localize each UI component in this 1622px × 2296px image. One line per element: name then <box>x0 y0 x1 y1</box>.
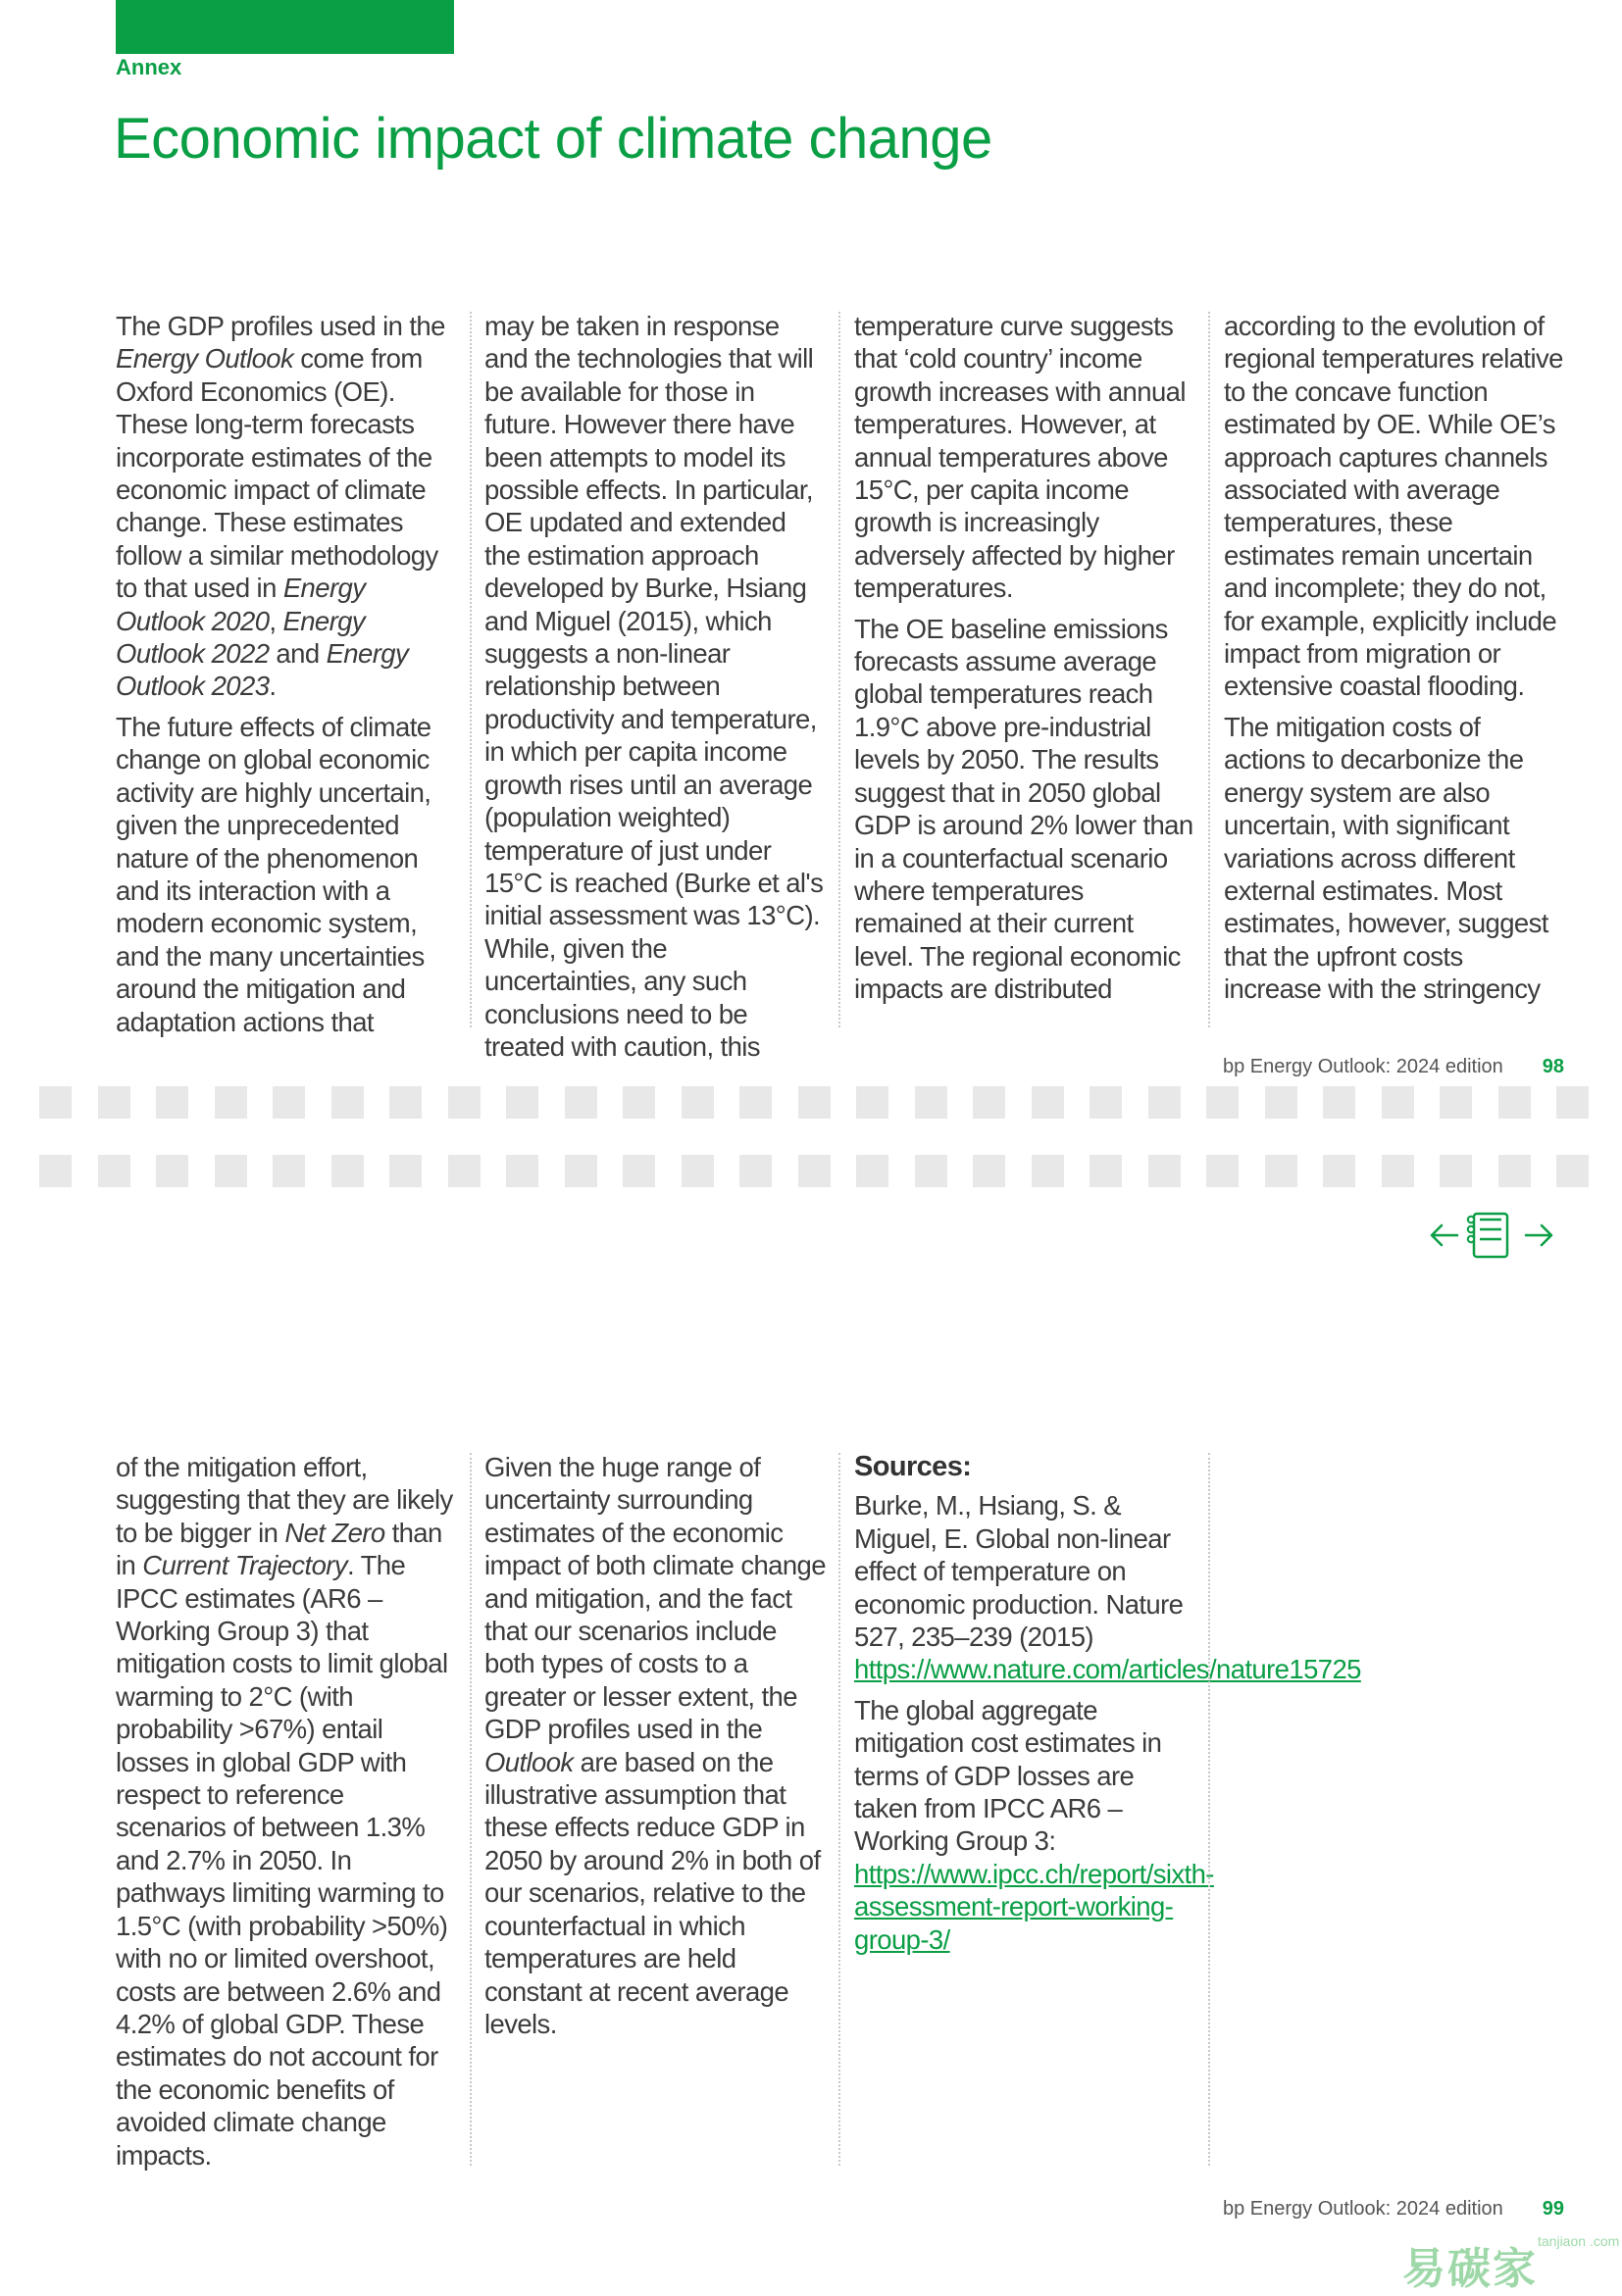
footer-text: bp Energy Outlook: 2024 edition <box>1223 2198 1503 2220</box>
page-break-square <box>448 1086 481 1119</box>
page-break-square <box>1148 1086 1181 1119</box>
text-column-2 <box>484 1451 826 2048</box>
paragraph: Given the huge range of uncertainty surrounding estimates of the economic impact of both climate change and mitigation, and the fact that our scenarios include both types of costs to a greater or lesser extent, the GDP profiles used in the Outlook are based on the illustrative assumption that these effects reduce GDP in 2050 by around 2% in both of our scenarios, relative to the counterfactual in which temperatures are held constant at recent average levels. <box>484 1452 826 2039</box>
page-break-square <box>682 1155 714 1187</box>
paragraph: The OE baseline emissions forecasts assume average global temperatures reach 1.9°C above pre-industrial levels by 2050. The results suggest that in 2050 global GDP is around 2% lower than in a counterfactual scenario where temperatures remained at their current level. The regional economic impacts are distributed <box>854 613 1193 1005</box>
page-break-square <box>39 1155 72 1187</box>
text-column-1 <box>116 1451 457 2179</box>
paragraph: of the mitigation effort, suggesting that they are likely to be bigger in Net Zero than in Current Trajectory. The IPCC estimates (AR6 – Working Group 3) that mitigation costs to limit global warming to 2°C (with probability >67%) entail losses in global GDP with respect to reference scenarios of between 1.3% and 2.7% in 2050. In pathways limiting warming to 1.5°C (with probability >50%) with no or limited overshoot, costs are between 2.6% and 4.2% of global GDP. These estimates do not account for the economic benefits of avoided climate change impacts. <box>116 1452 453 2171</box>
page-break-square <box>1265 1086 1297 1119</box>
paragraph: according to the evolution of regional temperatures relative to the concave function estimated by OE. While OE’s approach captures channels associated with average temperatures, these estimates remain uncertain and incomplete; they do not, for example, explicitly include impact from migration or extensive coastal flooding. <box>1224 311 1563 702</box>
source-entry: Burke, M., Hsiang, S. & Miguel, E. Global non-linear effect of temperature on economic production. Nature 527, 235–239 (2015) https://www.nature.com/articles/nature15725 <box>854 1490 1361 1685</box>
page-break-square <box>448 1155 481 1187</box>
page-break-square <box>915 1155 947 1187</box>
page-number: 98 <box>1542 1056 1565 1077</box>
text-column-4 <box>1224 310 1565 1014</box>
page-break-square <box>1323 1086 1355 1119</box>
page-break-square <box>1382 1086 1414 1119</box>
page-break-square <box>98 1155 130 1187</box>
page-break-square <box>973 1086 1005 1119</box>
text-column-2 <box>484 310 826 1071</box>
page-break-square <box>739 1086 772 1119</box>
page-break-square <box>331 1086 364 1119</box>
page-title: Economic impact of climate change <box>114 107 992 171</box>
page-break-square <box>1148 1155 1181 1187</box>
page-break-square <box>973 1155 1005 1187</box>
page-break-square <box>1382 1155 1414 1187</box>
column-divider <box>1208 312 1210 1027</box>
column-divider <box>1208 1453 1210 2166</box>
page-break-strip <box>0 1155 1622 1190</box>
page-break-square <box>156 1155 188 1187</box>
page-number: 99 <box>1542 2198 1565 2220</box>
page-break-square <box>565 1155 597 1187</box>
page-break-square <box>1032 1086 1064 1119</box>
page-break-square <box>506 1155 538 1187</box>
page-break-square <box>1206 1155 1239 1187</box>
sources-heading: Sources: <box>854 1451 972 1482</box>
source-link[interactable]: https://www.ipcc.ch/report/sixth-assessment-report-working-group-3/ <box>854 1858 1214 1955</box>
page-break-square <box>331 1155 364 1187</box>
page-break-square <box>856 1155 888 1187</box>
page-break-square <box>506 1086 538 1119</box>
page-break-square <box>798 1086 831 1119</box>
page-break-square <box>98 1086 130 1119</box>
page-break-square <box>273 1155 305 1187</box>
page-break-square <box>1090 1155 1122 1187</box>
page-break-square <box>1206 1086 1239 1119</box>
source-link[interactable]: https://www.nature.com/articles/nature15725 <box>854 1654 1361 1685</box>
page-break-square <box>1440 1086 1472 1119</box>
column-divider <box>838 312 840 1027</box>
column-divider <box>470 312 472 1027</box>
text-column-1 <box>116 310 457 1046</box>
page-break-square <box>389 1086 422 1119</box>
paragraph: The GDP profiles used in the Energy Outlook come from Oxford Economics (OE). These long-term forecasts incorporate estimates of the economic impact of climate change. These estimates follow a similar methodology to that used in Energy Outlook 2020, Energy Outlook 2022 and Energy Outlook 2023. <box>116 311 445 702</box>
page-break-square <box>389 1155 422 1187</box>
page-break-square <box>1556 1086 1589 1119</box>
page-98 <box>0 0 1622 1083</box>
page-break-square <box>798 1155 831 1187</box>
page-break-square <box>273 1086 305 1119</box>
column-divider <box>470 1453 472 2166</box>
footer-text: bp Energy Outlook: 2024 edition <box>1223 1056 1503 1077</box>
paragraph: The future effects of climate change on global economic activity are highly uncertain, given the unprecedented nature of the phenomenon and its interaction with a modern economic system, and the many uncertainties around the mitigation and adaptation actions that <box>116 711 431 1037</box>
page-break-square <box>1032 1155 1064 1187</box>
paragraph: The mitigation costs of actions to decarbonize the energy system are also uncertain, with significant variations across different external estimates. Most estimates, however, suggest that the upfront costs increase with the stringency <box>1224 711 1548 1005</box>
paragraph: may be taken in response and the technologies that will be available for those in future. However there have been attempts to model its possible effects. In particular, OE updated and extended the estimation approach developed by Burke, Hsiang and Miguel (2015), which suggests a non-linear relationship between productivity and temperature, in which per capita income growth rises until an average (population weighted) temperature of just under 15°C is reached (Burke et al's initial assessment was 13°C). While, given the uncertainties, any such conclusions need to be treated with caution, this <box>484 311 824 1062</box>
page-break-square <box>623 1155 655 1187</box>
page-break-square <box>1498 1086 1531 1119</box>
page-break-square <box>623 1086 655 1119</box>
page-footer <box>1223 1056 1564 1078</box>
page-break-square <box>156 1086 188 1119</box>
page-break-square <box>215 1086 247 1119</box>
page-break-square <box>1323 1155 1355 1187</box>
column-divider <box>838 1453 840 2166</box>
source-entry: The global aggregate mitigation cost estimates in terms of GDP losses are taken from IPCC AR6 – Working Group 3: https://www.ipcc.ch/report/sixth-assessment-report-working-group-3/ <box>854 1694 1214 1955</box>
page-break-square <box>565 1086 597 1119</box>
paragraph: temperature curve suggests that ‘cold country’ income growth increases with annual temperatures. However, at annual temperatures above 15°C, per capita income growth is increasingly adversely affected by higher temperatures. <box>854 311 1186 604</box>
section-label: Annex <box>116 55 182 79</box>
page-break-square <box>856 1086 888 1119</box>
page-break-square <box>915 1086 947 1119</box>
page-break-square <box>739 1155 772 1187</box>
text-column-3 <box>854 310 1195 1014</box>
page-footer <box>1223 2198 1564 2221</box>
header-accent-bar <box>116 0 454 54</box>
page-break-square <box>682 1086 714 1119</box>
page-break-square <box>1090 1086 1122 1119</box>
watermark-logo: 易碳家$^{tanjiaon .com}$ <box>1402 2233 1620 2293</box>
page-99 <box>0 1193 1622 2285</box>
page-break-square <box>1265 1155 1297 1187</box>
sources-column <box>854 1451 1361 1964</box>
page-break-square <box>1498 1155 1531 1187</box>
page-break-square <box>215 1155 247 1187</box>
page-break-square <box>1440 1155 1472 1187</box>
page-break-square <box>39 1086 72 1119</box>
page-break-strip <box>0 1086 1622 1122</box>
page-break-square <box>1556 1155 1589 1187</box>
